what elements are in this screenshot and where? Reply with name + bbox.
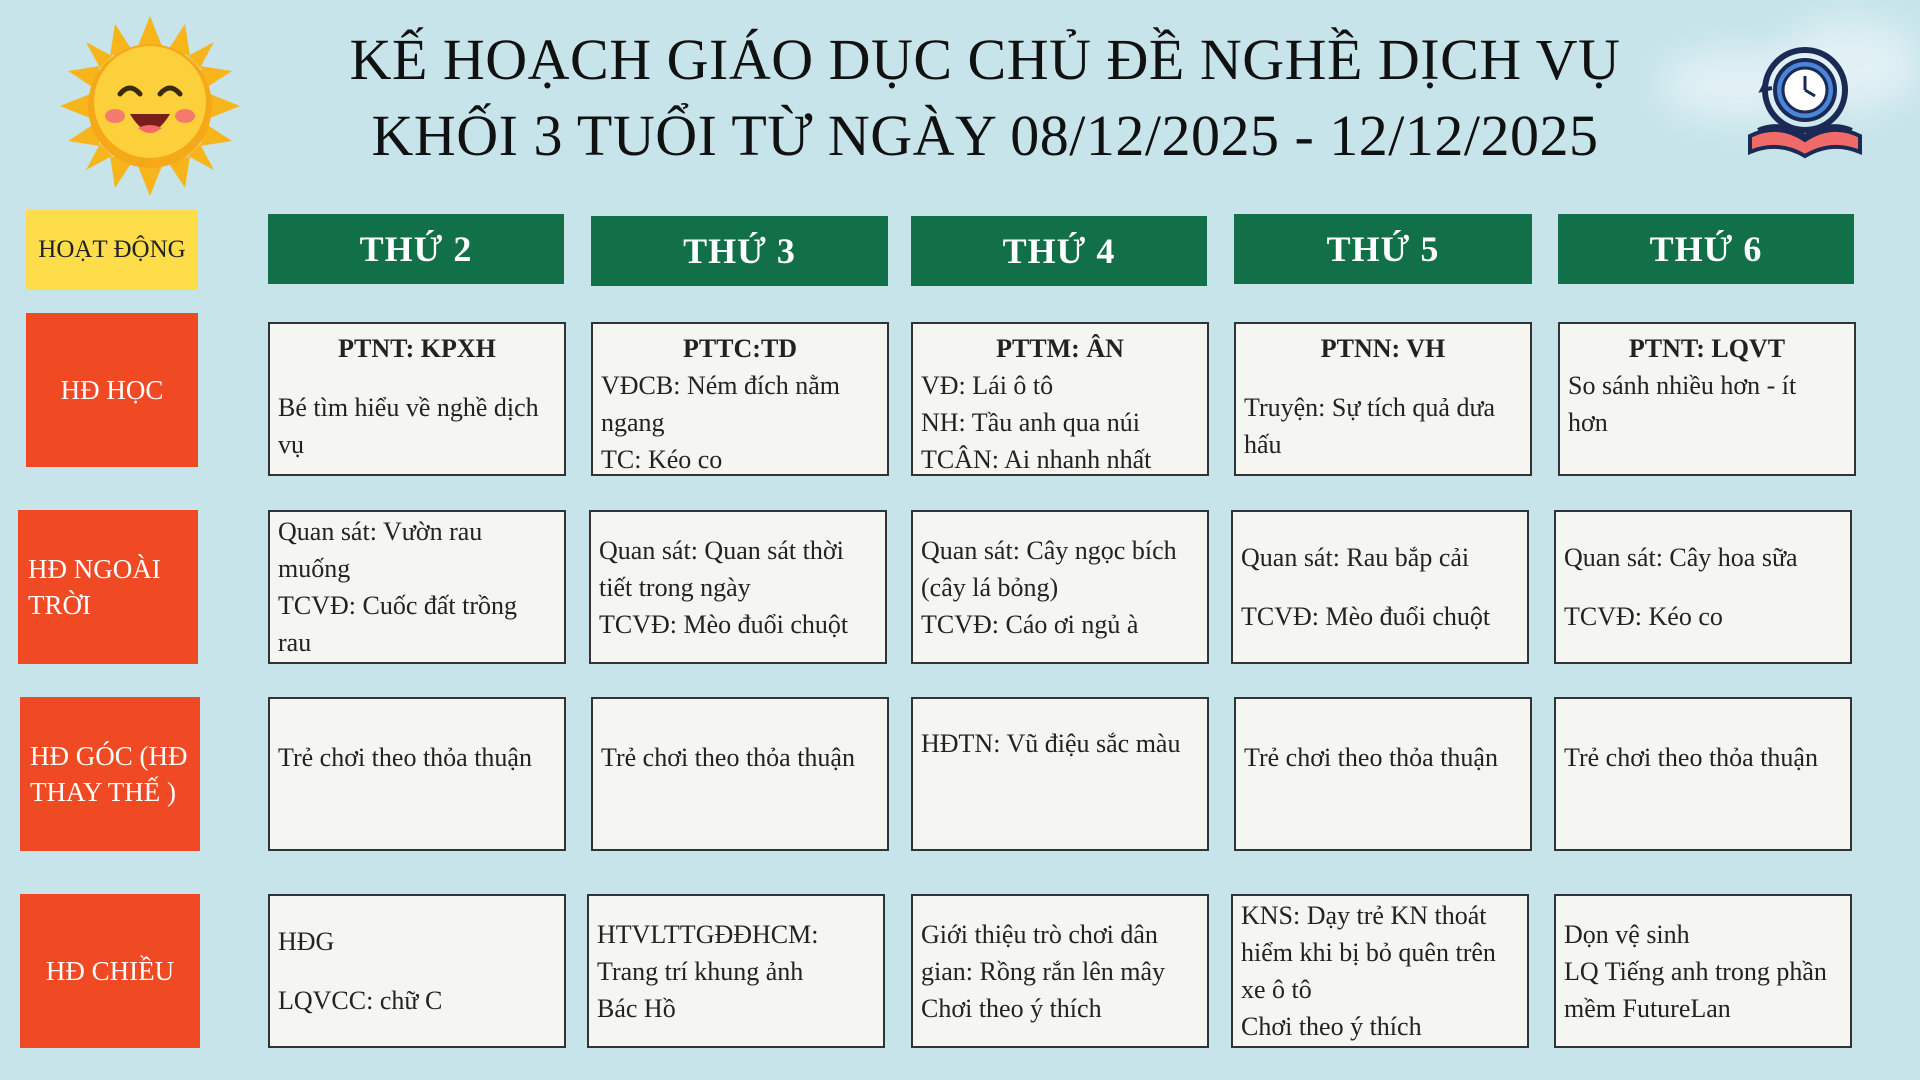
cell-line: tiết trong ngày [599, 572, 751, 602]
cell-line: Quan sát: Cây hoa sữa [1564, 543, 1798, 572]
row-label-text: HĐ GÓC (HĐ [30, 741, 188, 771]
cell-line: TCVĐ: Kéo co [1564, 602, 1723, 631]
plan-cell [591, 322, 889, 476]
day-header: THỨ 6 [1558, 214, 1854, 284]
row-label [20, 894, 200, 1048]
cell-line: Dọn vệ sinh [1564, 919, 1690, 949]
cell-line: TCÂN: Ai nhanh nhất [921, 445, 1152, 474]
cell-line: hơn [1568, 408, 1608, 437]
row-label-text: HĐ HỌC [60, 375, 164, 405]
plan-cell [1554, 697, 1852, 851]
day-header: THỨ 2 [268, 214, 564, 284]
plan-cell [911, 510, 1209, 664]
cell-line: hấu [1244, 430, 1282, 459]
cell-line: Quan sát: Quan sát thời [599, 535, 844, 565]
plan-cell [1558, 322, 1856, 476]
title-line-1: KẾ HOẠCH GIÁO DỤC CHỦ ĐỀ NGHỀ DỊCH VỤ [349, 27, 1621, 92]
plan-cell [911, 322, 1209, 476]
clock-book-icon [1740, 40, 1870, 170]
plan-cell [1231, 510, 1529, 664]
cell-line: HTVLTTGĐĐHCM: [597, 919, 819, 949]
cell-line: NH: Tầu anh qua núi [921, 408, 1141, 437]
plan-cell [587, 894, 885, 1048]
plan-cell [591, 697, 889, 851]
cell-line: TCVĐ: Mèo đuổi chuột [1241, 602, 1491, 631]
cell-line: VĐ: Lái ô tô [921, 371, 1054, 400]
cell-line: Chơi theo ý thích [921, 993, 1102, 1023]
cell-line: Bác Hồ [597, 993, 676, 1023]
cell-line: Trẻ chơi theo thỏa thuận [1564, 743, 1818, 772]
cell-line: Trẻ chơi theo thỏa thuận [278, 743, 532, 772]
plan-cell [1234, 322, 1532, 476]
subject-label: PTNN: VH [1320, 334, 1446, 363]
cell-line: Bé tìm hiểu về nghề dịch [278, 393, 539, 422]
plan-cell [268, 894, 566, 1048]
row-label-text: HĐ NGOÀI [28, 554, 161, 584]
cell-line: Truyện: Sự tích quả dưa [1244, 393, 1496, 422]
cell-line: Quan sát: Rau bắp cải [1241, 543, 1470, 572]
cell-line: hiểm khi bị bỏ quên trên [1241, 938, 1496, 967]
cell-line: Quan sát: Cây ngọc bích [921, 535, 1177, 565]
plan-cell [1554, 894, 1852, 1048]
cell-line: Quan sát: Vườn rau [278, 517, 483, 546]
plan-cell [589, 510, 887, 664]
plan-cell [268, 697, 566, 851]
cell-line: Chơi theo ý thích [1241, 1012, 1422, 1041]
subject-label: PTNT: LQVT [1628, 334, 1786, 363]
cell-line: vụ [278, 430, 304, 459]
cell-line: LQ Tiếng anh trong phần [1564, 956, 1827, 986]
plan-cell [1231, 894, 1529, 1048]
smiling-sun-icon [60, 16, 240, 196]
plan-cell [911, 697, 1209, 851]
cell-line: muống [278, 554, 351, 583]
cell-line: rau [278, 628, 312, 657]
cell-line: ngang [601, 408, 665, 437]
row-label-text: HĐ CHIỀU [45, 956, 175, 986]
cell-line: VĐCB: Ném đích nằm [601, 371, 841, 400]
cell-line: So sánh nhiều hơn - ít [1568, 371, 1797, 400]
cell-line: mềm FutureLan [1564, 993, 1731, 1023]
cell-line: TCVĐ: Cuốc đất trồng [278, 591, 518, 620]
cell-line: Trang trí khung ảnh [597, 956, 804, 986]
spacer [1244, 367, 1522, 389]
day-header: THỨ 3 [591, 216, 888, 286]
spacer [278, 367, 556, 389]
plan-cell [268, 510, 566, 664]
plan-cell [911, 894, 1209, 1048]
cell-line: Giới thiệu trò chơi dân [921, 919, 1158, 949]
subject-label: PTNT: KPXH [338, 334, 496, 363]
spacer [1241, 576, 1519, 598]
cell-line: Trẻ chơi theo thỏa thuận [601, 743, 855, 772]
cell-line: (cây lá bỏng) [921, 572, 1059, 602]
page-title [250, 22, 1720, 174]
plan-cell [1554, 510, 1852, 664]
subject-label: PTTM: ÂN [996, 334, 1124, 363]
spacer [1564, 576, 1842, 598]
plan-cell [268, 322, 566, 476]
row-label [26, 313, 198, 467]
cell-line: KNS: Dạy trẻ KN thoát [1241, 901, 1487, 930]
title-line-2: KHỐI 3 TUỔI TỪ NGÀY 08/12/2025 - 12/12/2025 [371, 103, 1599, 168]
cell-line: HĐTN: Vũ điệu sắc màu [921, 729, 1181, 758]
plan-cell [1234, 697, 1532, 851]
cell-line: TCVĐ: Cáo ơi ngủ à [921, 609, 1139, 639]
row-label [18, 510, 198, 664]
cell-line: LQVCC: chữ C [278, 986, 443, 1015]
cell-line: xe ô tô [1241, 975, 1312, 1004]
subject-label: PTTC:TD [682, 334, 798, 363]
day-header: THỨ 5 [1234, 214, 1532, 284]
activity-header-label: HOẠT ĐỘNG [26, 210, 198, 290]
spacer [278, 960, 556, 982]
row-label [20, 697, 200, 851]
cell-line: gian: Rồng rắn lên mây [921, 956, 1166, 986]
row-label-text: THAY THẾ ) [30, 777, 176, 807]
cell-line: TCVĐ: Mèo đuổi chuột [599, 609, 849, 639]
cell-line: Trẻ chơi theo thỏa thuận [1244, 743, 1498, 772]
row-label-text: TRỜI [28, 590, 91, 620]
cell-line: HĐG [278, 927, 335, 956]
day-header: THỨ 4 [911, 216, 1207, 286]
cell-line: TC: Kéo co [601, 445, 723, 474]
